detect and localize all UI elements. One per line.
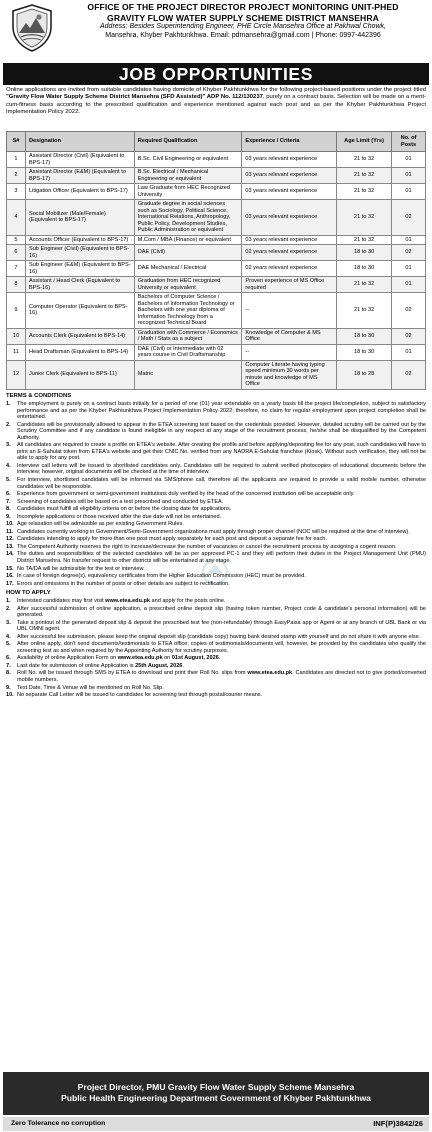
- cell-experience: 03 years relevant experience: [242, 235, 337, 245]
- cell-age-limit: 21 to 32: [337, 277, 392, 293]
- cell-serial: 7: [7, 261, 26, 277]
- item-text: Candidates must fulfill all eligibility criteria on or before the closing date for applications.: [17, 506, 232, 513]
- item-number: 4.: [6, 633, 11, 640]
- cell-qualification: B.Sc. Electrical / Mechanical Engineering or equivalent: [134, 168, 242, 184]
- item-text: All candidates are required to create a profile on ETEA's website. After creating the profile and before applying/depositing fee for any post, such candidates will have to print an E-Sahulat token from ETEA's website and get their CNIC No. verified from any NADRA E-Sahulat franchise (Kiosk). Without such verification, they will not be able to apply for any post.: [17, 442, 426, 462]
- item-text: Experience from government or semi-government institutions duly verified by the head of the concerned institution will be acceptable only.: [17, 491, 355, 498]
- col-header-designation: Designation: [25, 132, 134, 152]
- item-number: 8.: [6, 670, 11, 677]
- terms-item: [6, 544, 426, 551]
- item-number: 6.: [6, 491, 11, 498]
- item-number: 15.: [6, 565, 14, 572]
- cell-posts: 02: [392, 245, 426, 261]
- cell-posts: 02: [392, 328, 426, 344]
- cell-serial: 6: [7, 245, 26, 261]
- footer-line-1: Project Director, PMU Gravity Flow Water Supply Scheme Mansehra: [77, 1082, 355, 1092]
- table-row: [7, 152, 426, 168]
- cell-designation: Social Mobilizer (Male/Female) (Equivalent to BPS-17): [25, 200, 134, 236]
- cell-serial: 10: [7, 328, 26, 344]
- cell-designation: Assistant Director (E&M) (Equivalent to BPS-17): [25, 168, 134, 184]
- vacancies-table-body: [7, 152, 426, 390]
- item-text: The employment is purely on a contract basis initially for a period of one (01) year extendable on a yearly basis till the project life/completion, subject to satisfactory performance and as per the Khyber Pakhtunkhwa Project Implementation Policy 2022; therefore, no claim for regular employment upon project completion shall be entertained.: [17, 401, 426, 421]
- cell-experience: 03 years relevant experience: [242, 200, 337, 236]
- advertisement-reference: INF(P)3842/26: [373, 1119, 423, 1128]
- table-row: [7, 168, 426, 184]
- cell-serial: 8: [7, 277, 26, 293]
- cell-designation: Sub Engineer (E&M) (Equivalent to BPS-16): [25, 261, 134, 277]
- item-text: No separate Call Letter will be issued to candidates for screening test through postal/courier means.: [17, 692, 263, 699]
- cell-qualification: M.Com / MBA (Finance) or equivalent: [134, 235, 242, 245]
- terms-item: [6, 529, 426, 536]
- cell-qualification: Bachelors of Computer Science / Bachelors of Information Technology or Bachelors with one year diploma of Information Technology from a recognized Technical Board: [134, 293, 242, 329]
- cell-designation: Assistant / Head Clerk (Equivalent to BPS-16): [25, 277, 134, 293]
- cell-serial: 4: [7, 200, 26, 236]
- terms-item: [6, 463, 426, 476]
- item-text: Screening of candidates will be based on a test prescribed and conducted by ETEA.: [17, 498, 224, 505]
- terms-item: [6, 551, 426, 564]
- footer-band: [3, 1072, 429, 1115]
- cell-designation: Junior Clerk (Equivalent to BPS-11): [25, 360, 134, 389]
- terms-list: [6, 401, 426, 588]
- terms-item: [6, 566, 426, 573]
- footer-bottom-row: [3, 1117, 429, 1131]
- footer-line-2: Public Health Engineering Department Government of Khyber Pakhtunkhwa: [61, 1093, 371, 1103]
- col-header-experience: Experience / Criteria: [242, 132, 337, 152]
- table-row: [7, 293, 426, 329]
- table-row: [7, 328, 426, 344]
- terms-item: [6, 401, 426, 421]
- cell-qualification: Graduation with Commerce / Economics / Math / Stats as a subject: [134, 328, 242, 344]
- cell-age-limit: 21 to 32: [337, 200, 392, 236]
- item-number: 11.: [6, 528, 14, 535]
- item-number: 9.: [6, 684, 11, 691]
- vacancies-table: [6, 131, 426, 390]
- terms-item: [6, 422, 426, 442]
- cell-age-limit: 21 to 32: [337, 152, 392, 168]
- cell-posts: 01: [392, 168, 426, 184]
- item-highlight: 01st August, 2026: [171, 655, 219, 662]
- how-to-apply-item: [6, 685, 426, 692]
- cell-experience: 03 years relevant experience: [242, 152, 337, 168]
- table-row: [7, 360, 426, 389]
- how-to-apply-item: [6, 598, 426, 605]
- cell-age-limit: 18 to 30: [337, 344, 392, 360]
- terms-item: [6, 442, 426, 462]
- item-text: on: [162, 655, 172, 662]
- kp-government-emblem-icon: [9, 3, 55, 53]
- cell-qualification: B.Sc. Civil Engineering or equivalent: [134, 152, 242, 168]
- table-row: [7, 344, 426, 360]
- terms-item: [6, 499, 426, 506]
- item-number: 8.: [6, 506, 11, 513]
- item-number: 13.: [6, 543, 14, 550]
- cell-designation: Assistant Director (Civil) (Equivalent to BPS-17): [25, 152, 134, 168]
- table-row: [7, 200, 426, 236]
- table-row: [7, 184, 426, 200]
- item-text: and apply for the posts online.: [149, 598, 226, 604]
- item-text: Candidates currently working in Government/Semi-Government organizations must apply through proper channel (NOC will be required at the time of interview).: [17, 528, 410, 535]
- scheme-title: GRAVITY FLOW WATER SUPPLY SCHEME DISTRICT MANSEHRA: [107, 12, 379, 23]
- cell-qualification: Graduate degree in social sciences such as Sociology, Political Science, International Relations, Anthropology, Public Policy, Development Studies, Public Administration or equivalent: [134, 200, 242, 236]
- how-to-apply-item: [6, 670, 426, 683]
- office-address: Address: Besides Superintending Engineer, PHE Circle Mansehra Office at Pakhwal Chowk,: [100, 23, 386, 30]
- item-text: Errors and omissions in the number of posts or other details are subject to rectification.: [17, 580, 230, 587]
- cell-posts: 01: [392, 235, 426, 245]
- item-text: The duties and responsibilities of the selected candidates will be as per approved PC-1 and they will perform their duties in the Project Management Unit (PMU) District Mansehra. No transfer request to other districts will be entertained at any stage.: [17, 551, 426, 565]
- cell-experience: --: [242, 344, 337, 360]
- office-title: OFFICE OF THE PROJECT DIRECTOR PROJECT MONITORING UNIT-PHED: [87, 2, 399, 12]
- cell-posts: 01: [392, 344, 426, 360]
- how-to-apply-item: [6, 692, 426, 699]
- cell-posts: 02: [392, 200, 426, 236]
- item-number: 2.: [6, 421, 11, 428]
- terms-item: [6, 491, 426, 498]
- cell-posts: 01: [392, 184, 426, 200]
- item-highlight: www.etea.edu.pk: [247, 670, 293, 677]
- item-text: In case of foreign degree(s), equivalency certificates from the Higher Education Commission (HEC) must be provided.: [17, 573, 306, 580]
- item-text: Last date for submission of online Application is: [17, 662, 136, 669]
- cell-experience: 02 years relevant experience: [242, 245, 337, 261]
- cell-serial: 12: [7, 360, 26, 389]
- letterhead: [0, 0, 432, 62]
- cell-age-limit: 21 to 32: [337, 184, 392, 200]
- cell-designation: Accounts Clerk (Equivalent to BPS-14): [25, 328, 134, 344]
- item-text: No TA/DA will be admissible for the test or interview.: [17, 565, 145, 572]
- item-number: 5.: [6, 641, 11, 648]
- zero-tolerance-slogan: Zero Tolerance no corruption: [11, 1120, 106, 1127]
- cell-serial: 9: [7, 293, 26, 329]
- item-text: Candidates will be provisionally allowed to appear in the ETEA screening test based on the credentials provided. However, detailed scrutiny will be carried out by the Scrutiny Committee and if any candidate is found ineligible in any respect at any stage of the recruitment process, he/she shall be disqualified by the Competent Authority.: [17, 421, 426, 441]
- item-number: 14.: [6, 551, 14, 558]
- item-text: Interview call letters will be issued to shortlisted candidates only. Candidates will be required to submit verified photocopies of educational documents before the interview; however, original documents will be checked at the time of interview.: [17, 462, 426, 476]
- cell-serial: 1: [7, 152, 26, 168]
- how-to-apply-list: [6, 598, 426, 700]
- terms-heading: TERMS & CONDITIONS: [6, 393, 72, 399]
- item-number: 7.: [6, 498, 11, 505]
- col-header-age-limit: Age Limit (Yrs): [337, 132, 392, 152]
- item-number: 9.: [6, 513, 11, 520]
- terms-item: [6, 581, 426, 588]
- cell-posts: 01: [392, 152, 426, 168]
- item-number: 5.: [6, 477, 11, 484]
- cell-age-limit: 21 to 32: [337, 293, 392, 329]
- item-text: Candidates intending to apply for more than one post must apply separately for each post and deposit a separate fee for each.: [17, 536, 327, 543]
- intro-text-1: Online applications are invited from suitable candidates having domicile of Khyber Pakhtunkhwa for the following project-based positions under the project titled: [6, 87, 426, 93]
- cell-experience: Proven experience of MS Office required: [242, 277, 337, 293]
- table-row: [7, 277, 426, 293]
- contact-line: Mansehra, Khyber Pakhtunkhwa. Email: pdmansehra@gmail.com | Phone: 0997-442396: [105, 31, 381, 39]
- item-number: 1.: [6, 401, 11, 407]
- page-title: JOB OPPORTUNITIES: [3, 63, 429, 85]
- cell-age-limit: 18 to 28: [337, 360, 392, 389]
- item-number: 3.: [6, 619, 11, 626]
- item-number: 12.: [6, 536, 14, 543]
- cell-experience: --: [242, 293, 337, 329]
- item-text: Test Date, Time & Venue will be mentioned on Roll No. Slip.: [17, 684, 164, 691]
- item-number: 16.: [6, 573, 14, 580]
- cell-qualification: Law Graduate from HEC Recognized University: [134, 184, 242, 200]
- cell-age-limit: 21 to 32: [337, 168, 392, 184]
- intro-text-2: , purely on a contract basis. Selection will be made on a merit-cum-fitness basis according to the prescribed qualification and experience mentioned against each post and as per the Khyber Pakhtunkhwa Project Implementation Policy 2022.: [6, 94, 426, 115]
- cell-serial: 11: [7, 344, 26, 360]
- col-header-qualification: Required Qualification: [134, 132, 242, 152]
- how-to-apply-item: [6, 606, 426, 619]
- item-text: After successful fee submission, please keep the original deposit slip (candidate copy) having bank desired stamp with yourself and do not share it with anyone else.: [17, 633, 421, 640]
- cell-qualification: DAE (Civil) or Intermediate with 02 years course in Civil Draftsmanship: [134, 344, 242, 360]
- item-text: Availability of online Application Form on: [17, 655, 118, 662]
- cell-qualification: Matric: [134, 360, 242, 389]
- item-text: After successful submission of online application, a prescribed online deposit slip (having token number, Project code & candidate's personal information) will be generated.: [17, 605, 426, 619]
- item-text: .: [182, 662, 184, 669]
- cell-age-limit: 18 to 30: [337, 245, 392, 261]
- how-to-apply-item: [6, 641, 426, 654]
- cell-posts: 01: [392, 277, 426, 293]
- how-to-apply-heading: HOW TO APPLY: [6, 590, 51, 596]
- cell-age-limit: 18 to 30: [337, 328, 392, 344]
- cell-designation: Sub Engineer (Civil) (Equivalent to BPS-16): [25, 245, 134, 261]
- cell-age-limit: 18 to 30: [337, 261, 392, 277]
- terms-item: [6, 521, 426, 528]
- table-header-row: [7, 132, 426, 152]
- terms-item: [6, 536, 426, 543]
- item-number: 7.: [6, 662, 11, 669]
- cell-serial: 2: [7, 168, 26, 184]
- table-row: [7, 261, 426, 277]
- item-text: Roll No. will be issued through SMS by ETEA to download and print their Roll No. slips from: [17, 670, 248, 677]
- cell-designation: Head Draftsman (Equivalent to BPS-14): [25, 344, 134, 360]
- item-highlight: 25th August, 2026: [135, 662, 183, 669]
- item-text: .: [218, 655, 221, 662]
- cell-qualification: DAE (Civil): [134, 245, 242, 261]
- how-to-apply-item: [6, 634, 426, 641]
- item-number: 10.: [6, 692, 14, 699]
- item-text: Age relaxation will be admissible as per existing Government Rules.: [17, 521, 184, 528]
- cell-designation: Computer Operator (Equivalent to BPS-16): [25, 293, 134, 329]
- col-header-serial: S#: [7, 132, 26, 152]
- intro-project-title: "Gravity Flow Water Supply Scheme District Mansehra (SFD Assisted)" ADP No. 112/130237: [6, 94, 263, 101]
- terms-item: [6, 514, 426, 521]
- intro-paragraph: [6, 87, 426, 116]
- item-number: 2.: [6, 605, 11, 612]
- item-text: Incomplete applications or those received after the due date will not be entertained.: [17, 513, 222, 520]
- item-text: After online apply, don't send documents/testimonials to ETEA office; copies of testimonials/documents will, however, be provided by the candidates who qualify the screening test as and when required by the Appointing Authority for scrutiny purposes.: [17, 641, 426, 654]
- item-text: The Competent Authority reserves the right to increase/decrease the number of vacancies or cancel the recruitment process by assigning a cogent reason.: [17, 543, 397, 550]
- cell-designation: Litigation Officer (Equivalent to BPS-17): [25, 184, 134, 200]
- how-to-apply-item: [6, 663, 426, 670]
- cell-posts: 01: [392, 261, 426, 277]
- cell-posts: 02: [392, 360, 426, 389]
- item-highlight: www.etea.edu.pk: [105, 598, 150, 604]
- cell-experience: Knowledge of Computer & MS Office: [242, 328, 337, 344]
- item-highlight: www.etea.edu.pk: [117, 655, 163, 662]
- cell-experience: 03 years relevant experience: [242, 184, 337, 200]
- how-to-apply-item: [6, 620, 426, 633]
- item-text: For interview, shortlisted candidates will be informed via SMS/phone call, therefore all the applicants are required to provide a valid mobile number, otherwise candidates will be responsible.: [17, 477, 426, 490]
- cell-qualification: DAE Mechanical / Electrical: [134, 261, 242, 277]
- item-text: Interested candidates may first visit: [17, 598, 106, 604]
- cell-serial: 5: [7, 235, 26, 245]
- item-number: 10.: [6, 521, 14, 528]
- item-number: 6.: [6, 655, 11, 662]
- terms-item: [6, 477, 426, 490]
- item-number: 4.: [6, 462, 11, 469]
- cell-designation: Accounts Officer (Equivalent to BPS-17): [25, 235, 134, 245]
- how-to-apply-item: [6, 655, 426, 662]
- col-header-posts: No. of Posts: [392, 132, 426, 152]
- cell-experience: 03 years relevant experience: [242, 168, 337, 184]
- terms-item: [6, 506, 426, 513]
- item-number: 3.: [6, 442, 11, 449]
- item-number: 17.: [6, 580, 14, 587]
- item-text: . Candidates are directed not to give ported/converted mobile numbers.: [17, 670, 426, 684]
- cell-qualification: Graduation from HEC recognized University or equivalent: [134, 277, 242, 293]
- cell-experience: Computer Literate having typing speed minimum 30 words per minute and knowledge of MS Office: [242, 360, 337, 389]
- terms-item: [6, 573, 426, 580]
- item-text: Take a printout of the generated deposit slip & deposit the prescribed test fee (non-refundable) through EasyPaisa app or Agent or at any branch of UBL Bank or via UBL OMNI agent.: [17, 619, 426, 633]
- cell-experience: 02 years relevant experience: [242, 261, 337, 277]
- table-row: [7, 245, 426, 261]
- cell-serial: 3: [7, 184, 26, 200]
- cell-posts: 02: [392, 293, 426, 329]
- table-row: [7, 235, 426, 245]
- cell-age-limit: 21 to 32: [337, 235, 392, 245]
- item-number: 1.: [6, 598, 11, 604]
